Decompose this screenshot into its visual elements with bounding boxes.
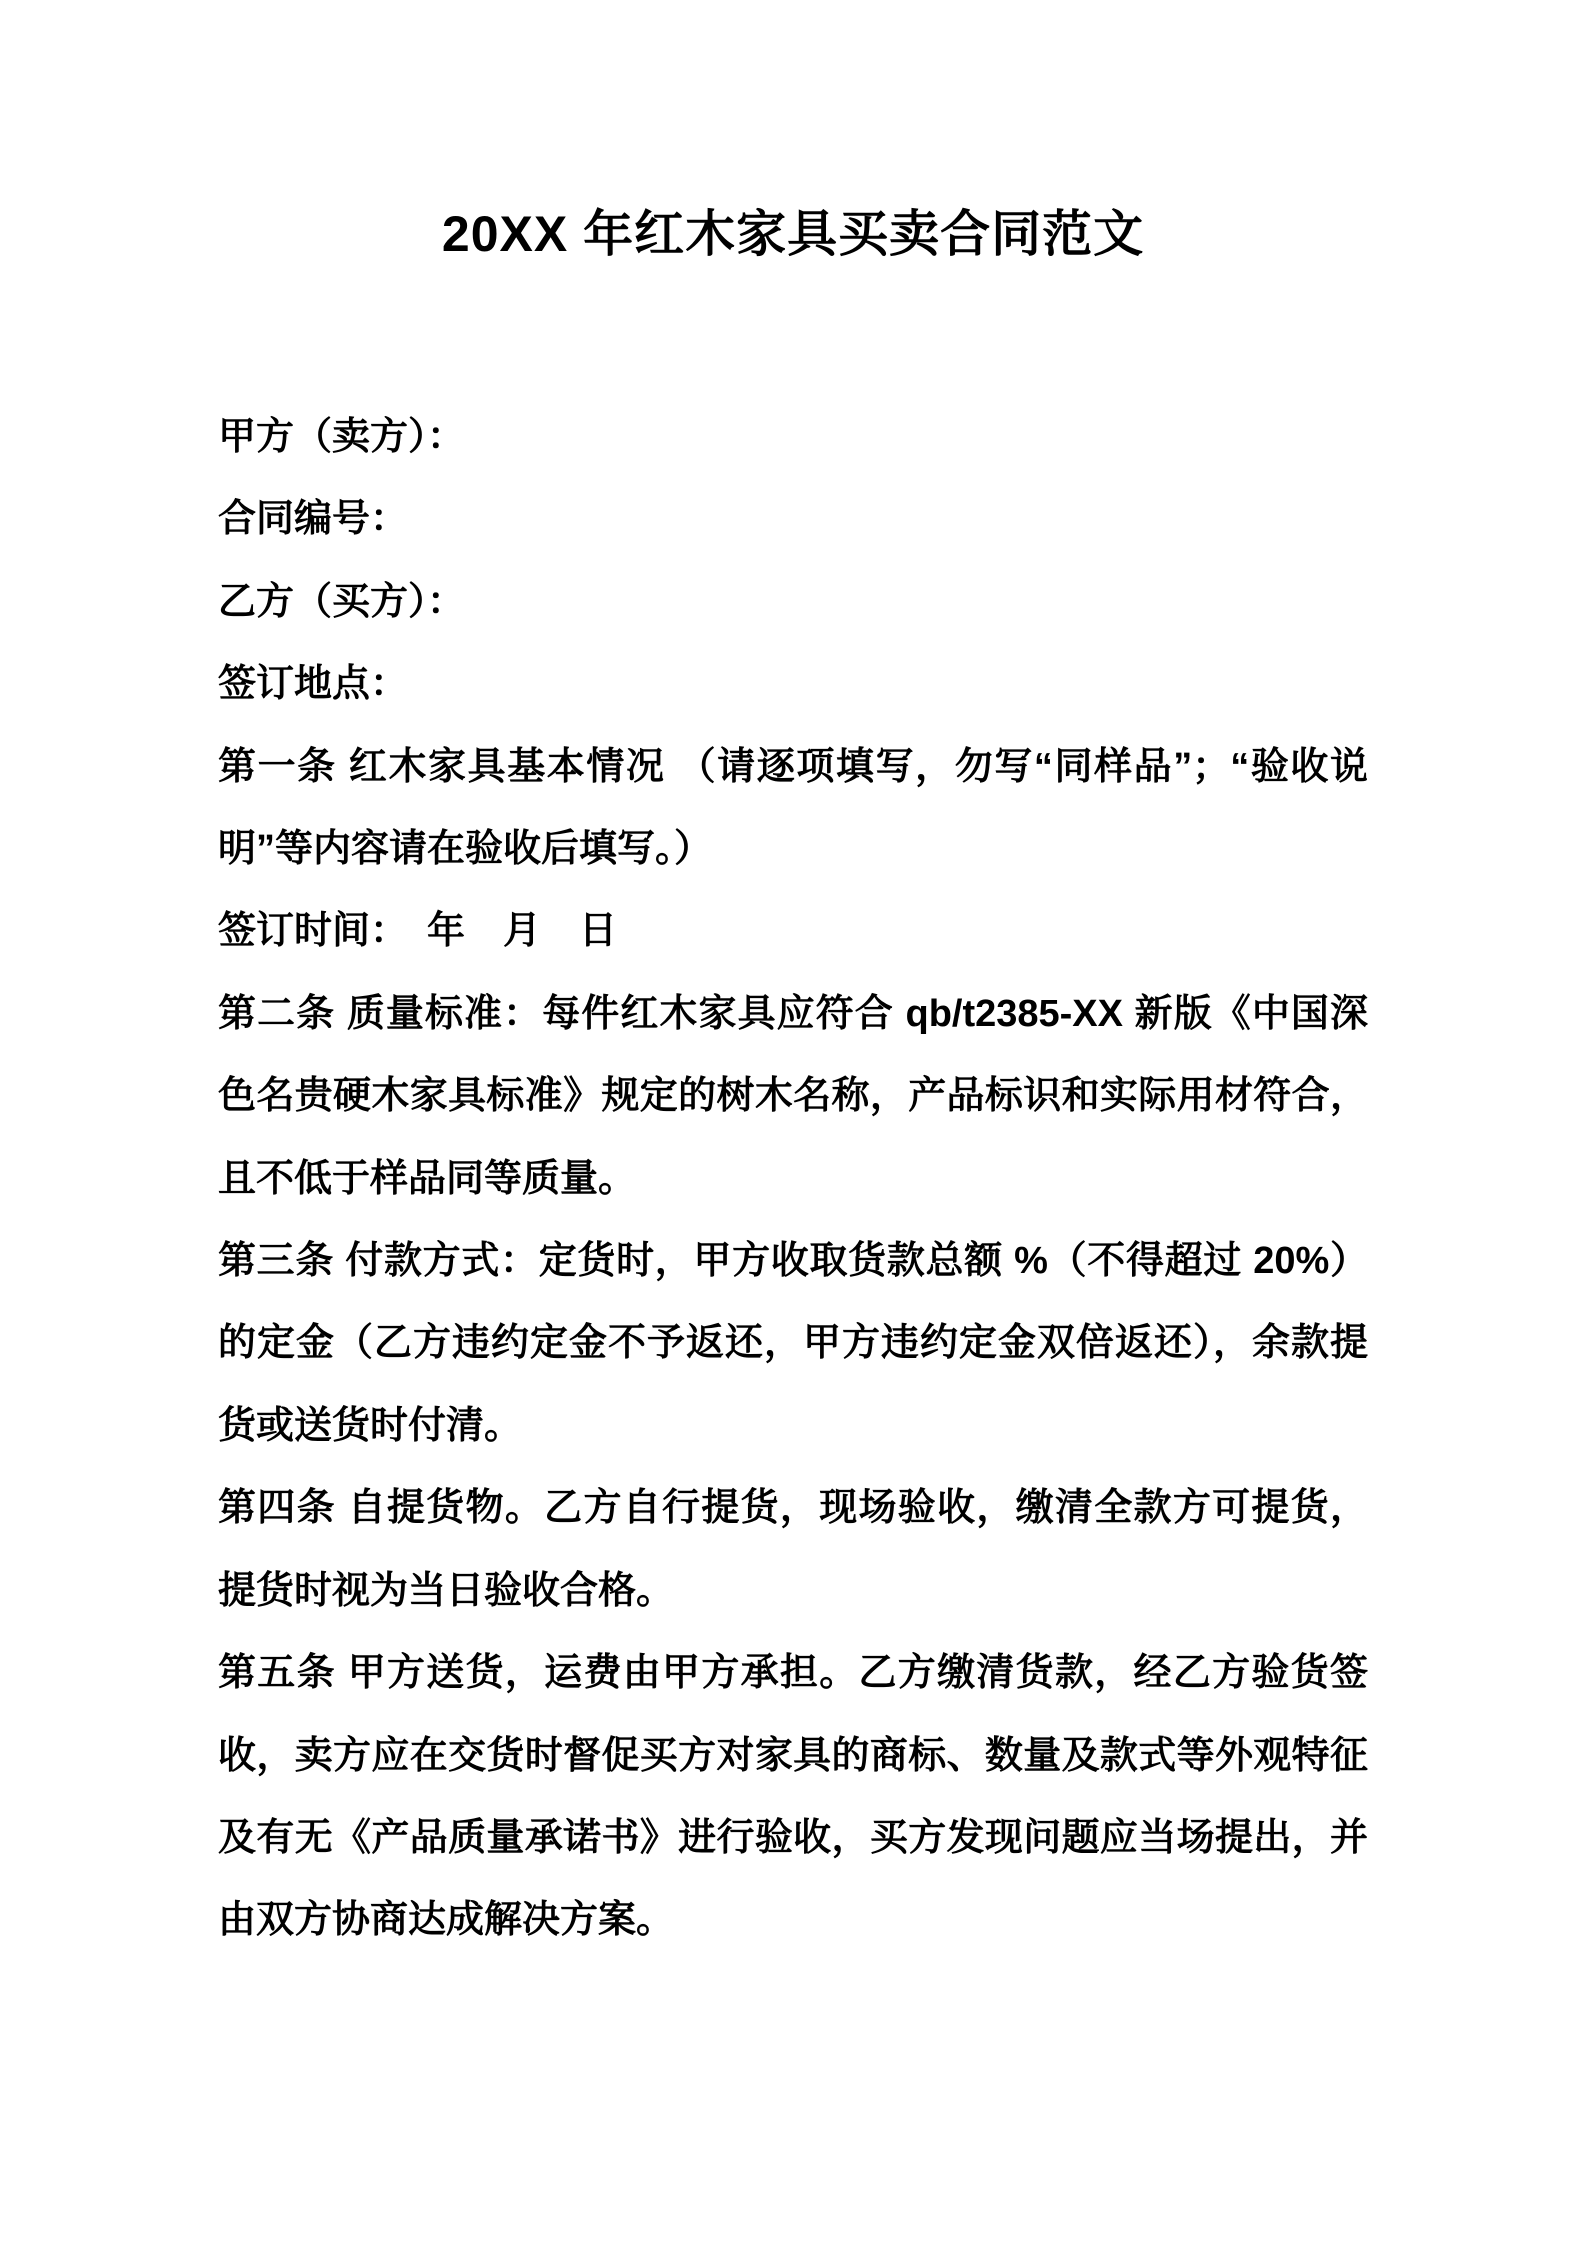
- contract-document: [218, 0, 1368, 1962]
- contract-line-signing-place: 签订地点：: [218, 663, 409, 706]
- contract-line-article5-d: 由双方协商达成解决方案。: [218, 1899, 675, 1942]
- document-title: 20XX 年红木家具买卖合同范文: [441, 206, 1145, 262]
- contract-line-article1-b: 明”等内容请在验收后填写。）: [218, 828, 713, 871]
- contract-line-signing-date: 签订时间： 年 月 日: [218, 910, 618, 953]
- contract-line-article4-b: 提货时视为当日验收合格。: [218, 1569, 675, 1612]
- document-body: [218, 396, 1368, 1962]
- contract-line-article5-b: 收，卖方应在交货时督促买方对家具的商标、数量及款式等外观特征: [218, 1734, 1368, 1777]
- contract-line-article5-c: 及有无《产品质量承诺书》进行验收，买方发现问题应当场提出，并: [218, 1816, 1368, 1859]
- contract-line-article3-b: 的定金（乙方违约定金不予返还，甲方违约定金双倍返还），余款提: [218, 1322, 1368, 1365]
- contract-line-party-b: 乙方（买方）：: [218, 580, 466, 623]
- contract-line-article1-a: 第一条 红木家具基本情况 （请逐项填写，勿写“同样品”；“验收说: [218, 745, 1368, 788]
- contract-line-article4-a: 第四条 自提货物。乙方自行提货，现场验收，缴清全款方可提货，: [218, 1487, 1368, 1530]
- contract-line-article5-a: 第五条 甲方送货，运费由甲方承担。乙方缴清货款，经乙方验货签: [218, 1652, 1368, 1695]
- contract-line-article3-c: 货或送货时付清。: [218, 1404, 523, 1447]
- contract-line-contract-no: 合同编号：: [218, 498, 409, 541]
- contract-line-article2-c: 且不低于样品同等质量。: [218, 1157, 637, 1200]
- contract-line-article3-a: 第三条 付款方式：定货时，甲方收取货款总额 %（不得超过 20%）: [218, 1240, 1368, 1283]
- contract-line-party-a: 甲方（卖方）：: [218, 416, 466, 458]
- contract-line-article2-a: 第二条 质量标准：每件红木家具应符合 qb/t2385-XX 新版《中国深: [218, 992, 1368, 1035]
- contract-line-article2-b: 色名贵硬木家具标准》规定的树木名称，产品标识和实际用材符合，: [218, 1075, 1368, 1118]
